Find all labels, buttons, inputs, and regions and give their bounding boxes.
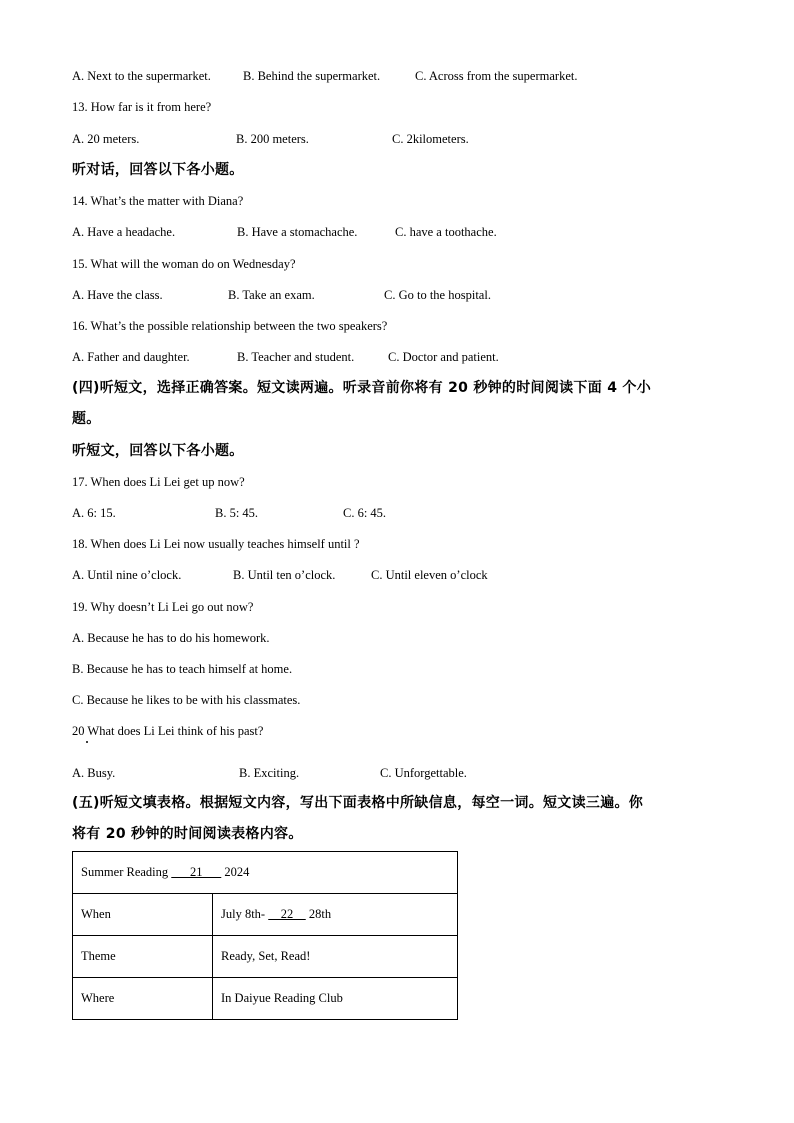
q18-option-a: A. Until nine o’clock.	[72, 568, 182, 582]
q19-question: 19. Why doesn’t Li Lei go out now?	[72, 600, 254, 614]
table-label-when: When	[73, 894, 213, 936]
blank-22[interactable]: 22	[268, 907, 306, 921]
stray-dot	[86, 741, 88, 743]
q13-option-b: B. 200 meters.	[236, 132, 309, 146]
q15-question: 15. What will the woman do on Wednesday?	[72, 257, 296, 271]
q19-option-b: B. Because he has to teach himself at home.	[72, 662, 293, 676]
table-title-cell	[73, 852, 458, 894]
q13-option-c: C. 2kilometers.	[392, 132, 469, 146]
section4-heading-line2: 题。	[72, 411, 101, 427]
q14-option-b: B. Have a stomachache.	[237, 225, 358, 239]
section5-heading-line1: (五)听短文填表格。根据短文内容，写出下面表格中所缺信息，每空一词。短文读三遍。你	[72, 795, 644, 811]
q17-options	[72, 505, 386, 521]
q15-options	[72, 287, 491, 303]
q16-question: 16. What’s the possible relationship between the two speakers?	[72, 319, 388, 333]
q16-option-c: C. Doctor and patient.	[388, 350, 499, 364]
table-value-where: In Daiyue Reading Club	[213, 978, 458, 1020]
table-title-prefix: Summer Reading	[81, 865, 169, 879]
section5-heading-line2: 将有 20 秒钟的时间阅读表格内容。	[72, 826, 303, 842]
q16-option-b: B. Teacher and student.	[237, 350, 355, 364]
q13-question: 13. How far is it from here?	[72, 100, 212, 114]
q12-option-a: A. Next to the supermarket.	[72, 69, 211, 83]
info-table	[72, 851, 458, 1020]
dialogue-instruction: 听对话，回答以下各小题。	[72, 162, 244, 178]
q15-option-c: C. Go to the hospital.	[384, 288, 491, 302]
table-title-row	[73, 852, 458, 894]
when-suffix: 28th	[308, 907, 332, 921]
table-row	[73, 936, 458, 978]
when-prefix: July 8th-	[221, 907, 269, 921]
q14-option-a: A. Have a headache.	[72, 225, 176, 239]
q17-option-c: C. 6: 45.	[343, 506, 387, 520]
table-value-theme: Ready, Set, Read!	[213, 936, 458, 978]
q18-option-b: B. Until ten o’clock.	[233, 568, 336, 582]
q13-options	[72, 131, 469, 147]
q20-option-b: B. Exciting.	[239, 766, 300, 780]
q12-options	[72, 68, 577, 84]
q18-option-c: C. Until eleven o’clock	[371, 568, 488, 582]
q13-option-a: A. 20 meters.	[72, 132, 140, 146]
q14-option-c: C. have a toothache.	[395, 225, 497, 239]
q20-options	[72, 765, 467, 781]
table-label-theme: Theme	[73, 936, 213, 978]
section4-heading-line1: (四)听短文，选择正确答案。短文读两遍。听录音前你将有 20 秒钟的时间阅读下面 4 个小	[72, 380, 652, 396]
table-label-where: Where	[73, 978, 213, 1020]
q20-question: 20 What does Li Lei think of his past?	[72, 724, 264, 738]
table-title-suffix: 2024	[224, 865, 250, 879]
q16-options	[72, 349, 499, 365]
q17-option-a: A. 6: 15.	[72, 506, 116, 520]
q16-option-a: A. Father and daughter.	[72, 350, 190, 364]
q12-option-c: C. Across from the supermarket.	[415, 69, 578, 83]
q15-option-a: A. Have the class.	[72, 288, 163, 302]
q17-option-b: B. 5: 45.	[215, 506, 259, 520]
q19-option-c: C. Because he likes to be with his classmates.	[72, 693, 301, 707]
q15-option-b: B. Take an exam.	[228, 288, 315, 302]
q14-question: 14. What’s the matter with Diana?	[72, 194, 244, 208]
q12-option-b: B. Behind the supermarket.	[243, 69, 381, 83]
q18-question: 18. When does Li Lei now usually teaches himself until ?	[72, 537, 360, 551]
table-row	[73, 894, 458, 936]
section4-instruction: 听短文，回答以下各小题。	[72, 443, 244, 459]
table-row	[73, 978, 458, 1020]
blank-21[interactable]: 21	[171, 865, 222, 879]
q20-option-a: A. Busy.	[72, 766, 116, 780]
q20-option-c: C. Unforgettable.	[380, 766, 467, 780]
table-value-when	[213, 894, 458, 936]
q19-option-a: A. Because he has to do his homework.	[72, 631, 270, 645]
q17-question: 17. When does Li Lei get up now?	[72, 475, 245, 489]
q14-options	[72, 224, 497, 240]
q18-options	[72, 567, 488, 583]
